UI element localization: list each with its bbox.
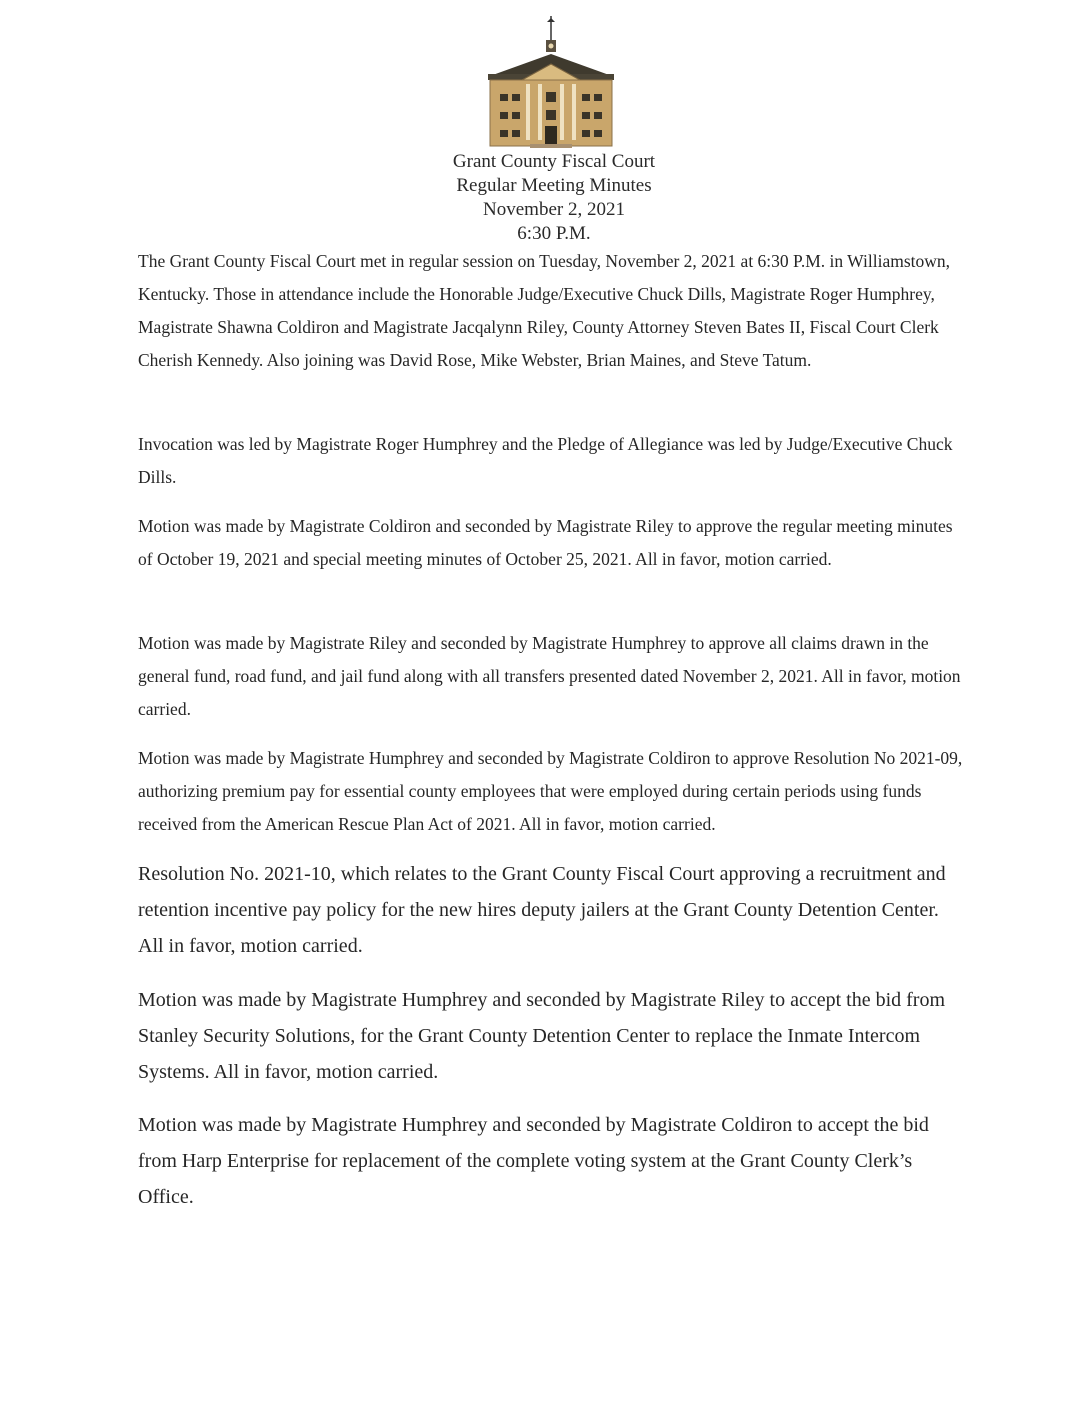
voting-system-bid-paragraph: Motion was made by Magistrate Humphrey and seconded by Magistrate Coldiron to accept the bid from Harp Enterprise for replacement of the complete voting system at the Grant County Clerk’s Office. [138, 1114, 929, 1208]
meeting-date: November 2, 2021 [483, 199, 625, 220]
resolution-2021-10-paragraph: Resolution No. 2021-10, which relates to the Grant County Fiscal Court approving a recruitment and retention incentive pay policy for the new hires deputy jailers at the Grant County Detention Center. All in favor, motion carried. [138, 863, 946, 957]
organization-name: Grant County Fiscal Court [452, 151, 656, 172]
resolution-2021-09-paragraph: Motion was made by Magistrate Humphrey and seconded by Magistrate Coldiron to approve Resolution No 2021-09, authorizing premium pay for essential county employees that were employed during certain periods using funds received from the American Rescue Plan Act of 2021. All in favor, motion carried. [138, 748, 963, 834]
meeting-time: 6:30 P.M. [517, 223, 591, 244]
courthouse-logo-icon [486, 14, 616, 150]
intercom-bid-paragraph: Motion was made by Magistrate Humphrey and seconded by Magistrate Riley to accept the bid from Stanley Security Solutions, for the Grant County Detention Center to replace the Inmate Intercom Systems. All in favor, motion carried. [138, 989, 946, 1083]
invocation-paragraph: Invocation was led by Magistrate Roger Humphrey and the Pledge of Allegiance was led by Judge/Executive Chuck Dills. [138, 434, 953, 487]
attendance-paragraph: The Grant County Fiscal Court met in regular session on Tuesday, November 2, 2021 at 6:30 P.M. in Williamstown, Kentucky. Those in attendance include the Honorable Judge/Executive Chuck Dills, Magistrate Roger Humphrey, Magistrate Shawna Coldiron and Magistrate Jacqalynn Riley, County Attorney Steven Bates II, Fiscal Court Clerk Cherish Kennedy. Also joining was David Rose, Mike Webster, Brian Maines, and Steve Tatum. [138, 251, 951, 370]
document-title: Regular Meeting Minutes [456, 175, 652, 196]
minutes-approval-paragraph: Motion was made by Magistrate Coldiron and seconded by Magistrate Riley to approve the regular meeting minutes of October 19, 2021 and special meeting minutes of October 25, 2021. All in favor, motion carried. [138, 516, 953, 569]
claims-approval-paragraph: Motion was made by Magistrate Riley and seconded by Magistrate Humphrey to approve all claims drawn in the general fund, road fund, and jail fund along with all transfers presented dated November 2, 2021. All in favor, motion carried. [138, 633, 961, 719]
document-header [344, 150, 764, 246]
